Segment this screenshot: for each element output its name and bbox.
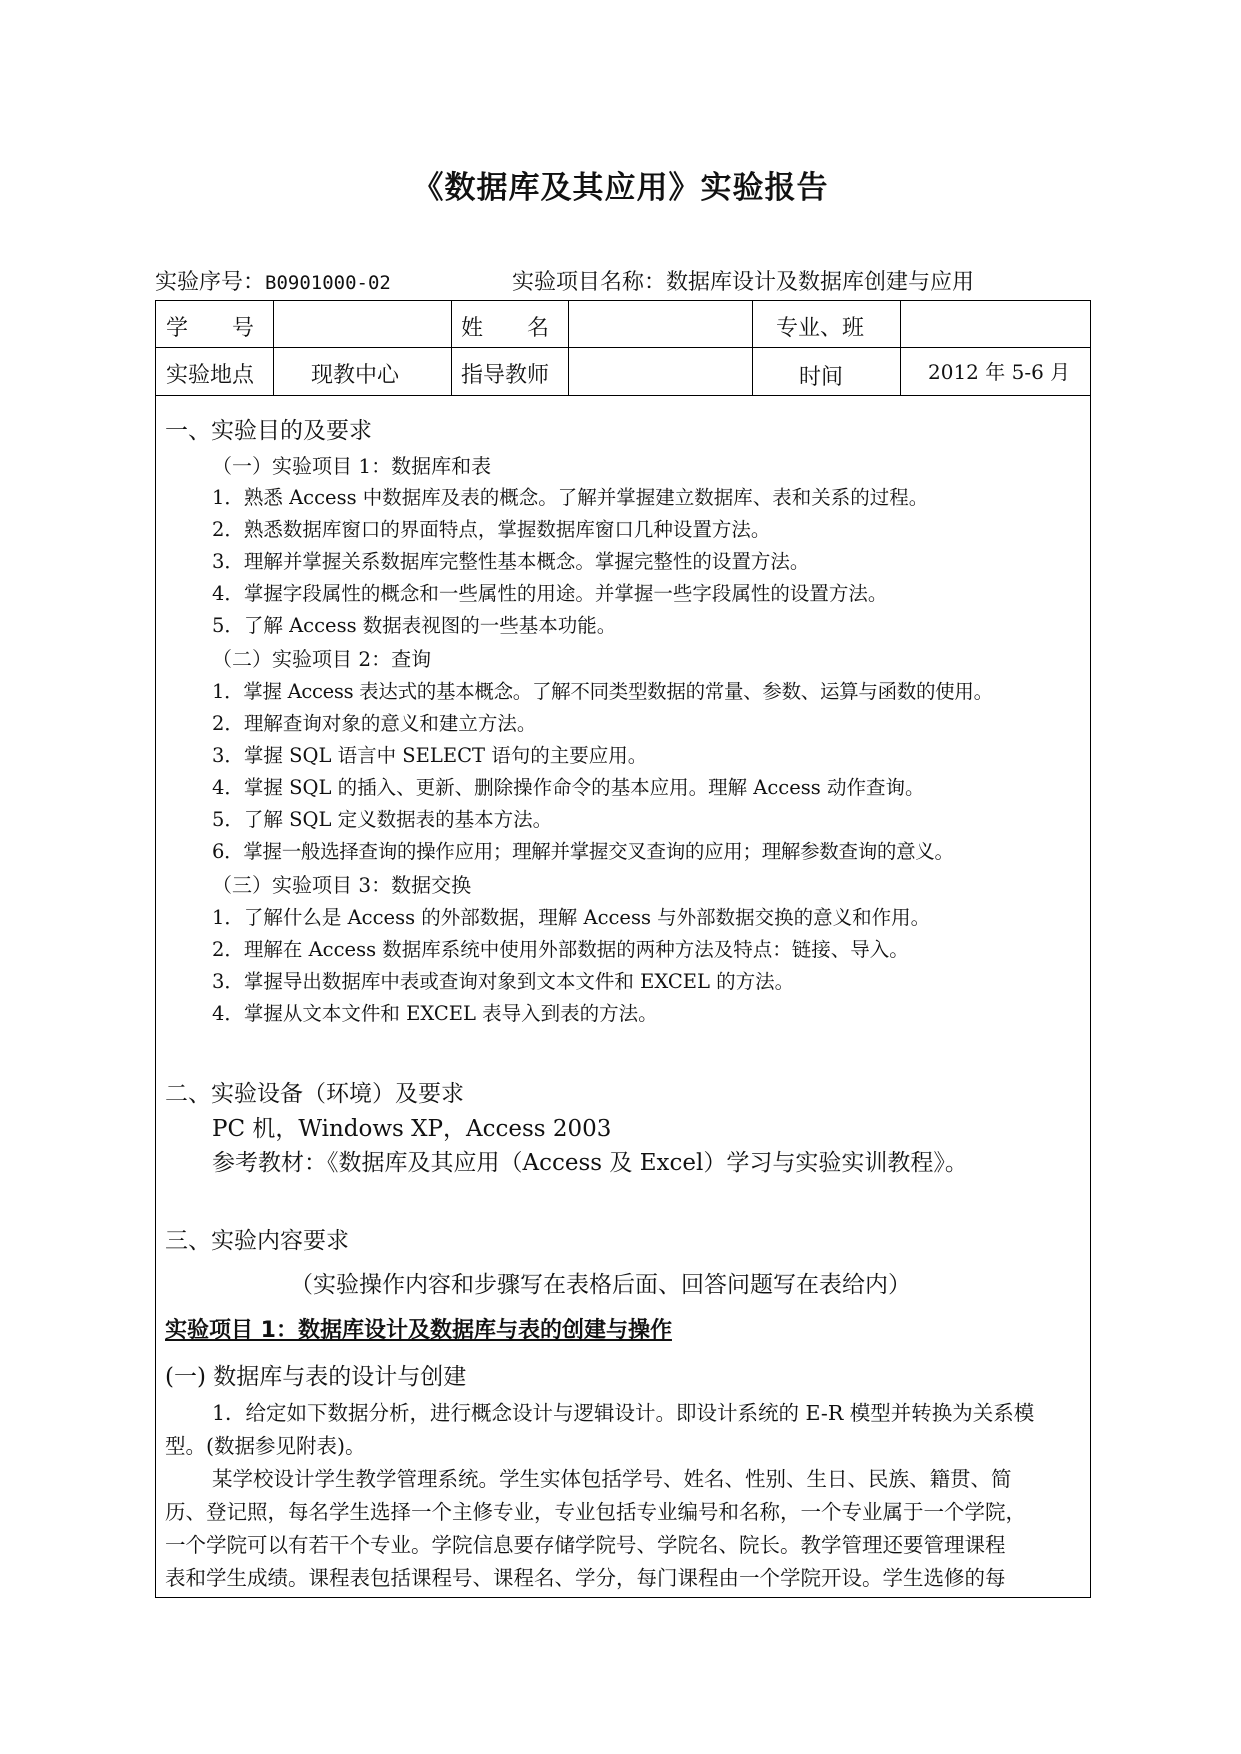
header-col-divider (568, 301, 569, 395)
instructor-label: 指导教师 (461, 363, 550, 388)
major-class-label: 专业、班 (776, 316, 865, 341)
list-item: 5．了解 SQL 定义数据表的基本方法。 (212, 808, 553, 831)
list-item: 2．熟悉数据库窗口的界面特点，掌握数据库窗口几种设置方法。 (212, 518, 771, 541)
list-item: 5．了解 Access 数据表视图的一些基本功能。 (212, 614, 617, 637)
section1-sub2: （二）实验项目 2：查询 (212, 647, 432, 671)
list-item: 1．熟悉 Access 中数据库及表的概念。了解并掌握建立数据库、表和关系的过程。 (212, 486, 929, 509)
header-col-divider (900, 301, 901, 395)
experiment-project (512, 265, 974, 296)
list-item: 2．理解在 Access 数据库系统中使用外部数据的两种方法及特点：链接、导入。 (212, 938, 909, 961)
section3-heading: 三、实验内容要求 (165, 1228, 349, 1254)
list-item: 4．掌握 SQL 的插入、更新、删除操作命令的基本应用。理解 Access 动作查询。 (212, 776, 925, 799)
experiment-seq-value: B0901000-02 (265, 272, 391, 294)
section2-heading: 二、实验设备（环境）及要求 (165, 1081, 464, 1107)
time-value: 2012 年 5-6 月 (928, 360, 1071, 384)
header-col-divider (752, 301, 753, 395)
list-item: 1．了解什么是 Access 的外部数据，理解 Access 与外部数据交换的意义和作用。 (212, 906, 931, 929)
header-col-divider (451, 301, 452, 395)
list-item: 2．理解查询对象的意义和建立方法。 (212, 712, 537, 735)
name-label: 姓 名 (461, 316, 550, 341)
experiment-seq-label: 实验序号： (155, 270, 266, 295)
list-item: 6．掌握一般选择查询的操作应用；理解并掌握交叉查询的应用；理解参数查询的意义。 (212, 840, 954, 863)
section2-reference: 参考教材：《数据库及其应用（Access 及 Excel）学习与实验实训教程》。 (212, 1150, 968, 1176)
list-item: 4．掌握从文本文件和 EXCEL 表导入到表的方法。 (212, 1002, 658, 1025)
project1-subheading: (一) 数据库与表的设计与创建 (165, 1364, 467, 1390)
experiment-seq (155, 265, 391, 296)
page-title: 《数据库及其应用》实验报告 (412, 170, 829, 206)
student-id-label: 学 号 (166, 316, 255, 341)
section1-sub1: （一）实验项目 1：数据库和表 (212, 454, 492, 478)
paragraph-line: 表和学生成绩。课程表包括课程号、课程名、学分，每门课程由一个学院开设。学生选修的每 (165, 1566, 1006, 1590)
paragraph-line: 历、登记照，每名学生选择一个主修专业，专业包括专业编号和名称，一个专业属于一个学院， (165, 1500, 1026, 1524)
time-label: 时间 (799, 365, 844, 390)
list-item: 3．理解并掌握关系数据库完整性基本概念。掌握完整性的设置方法。 (212, 550, 810, 573)
paragraph-line: 型。(数据参见附表)。 (165, 1434, 366, 1458)
project1-title: 实验项目 1：数据库设计及数据库与表的创建与操作 (165, 1318, 672, 1343)
location-label: 实验地点 (166, 363, 255, 388)
list-item: 4．掌握字段属性的概念和一些属性的用途。并掌握一些字段属性的设置方法。 (212, 582, 888, 605)
section1-heading: 一、实验目的及要求 (165, 418, 372, 444)
list-item: 1．掌握 Access 表达式的基本概念。了解不同类型数据的常量、参数、运算与函数的使用。 (212, 680, 993, 703)
paragraph-line: 一个学院可以有若干个专业。学院信息要存储学院号、学院名、院长。教学管理还要管理课程 (165, 1533, 1006, 1557)
list-item: 3．掌握 SQL 语言中 SELECT 语句的主要应用。 (212, 744, 648, 767)
header-table (155, 300, 1091, 396)
list-item: 3．掌握导出数据库中表或查询对象到文本文件和 EXCEL 的方法。 (212, 970, 795, 993)
header-col-divider (273, 301, 274, 395)
section1-sub3: （三）实验项目 3：数据交换 (212, 873, 472, 897)
paragraph-line: 某学校设计学生教学管理系统。学生实体包括学号、姓名、性别、生日、民族、籍贯、简 (212, 1467, 1012, 1491)
section2-environment: PC 机，Windows XP，Access 2003 (212, 1116, 612, 1142)
experiment-project-label: 实验项目名称： (512, 270, 667, 295)
paragraph-line: 1．给定如下数据分析，进行概念设计与逻辑设计。即设计系统的 E-R 模型并转换为关系模 (212, 1401, 1035, 1425)
section3-note: （实验操作内容和步骤写在表格后面、回答问题写在表给内） (290, 1272, 911, 1298)
header-row-divider (156, 347, 1090, 348)
location-value: 现教中心 (311, 363, 400, 388)
experiment-project-value: 数据库设计及数据库创建与应用 (666, 270, 975, 295)
